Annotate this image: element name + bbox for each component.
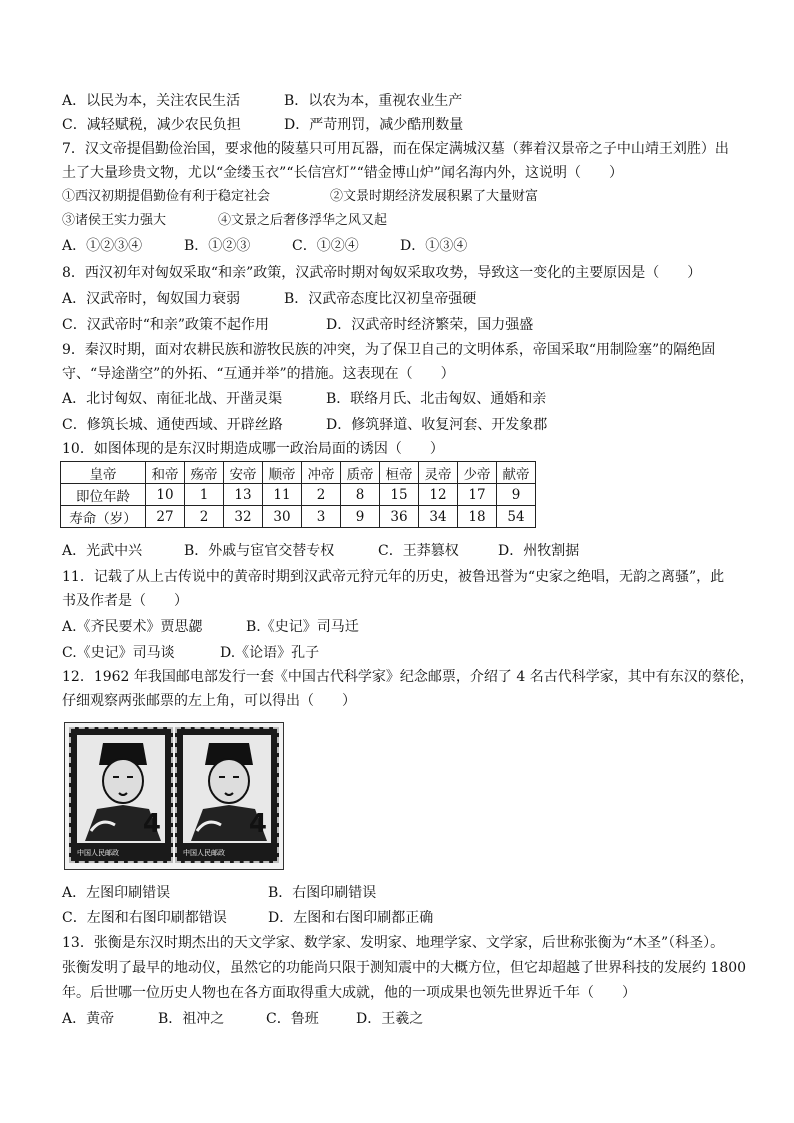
q11-option-a[interactable]: A.《齐民要术》贾思勰	[62, 619, 203, 635]
q10-option-b[interactable]: B．外戚与宦官交替专权	[184, 543, 335, 559]
table-row	[61, 484, 536, 506]
q12-option-c[interactable]: C．左图和右图印刷都错误	[62, 910, 227, 926]
table-cell: 30	[263, 506, 302, 528]
q7-option-d[interactable]: D．①③④	[400, 238, 468, 254]
table-cell: 10	[146, 484, 185, 506]
stamp-caption: 中国人民邮政	[77, 849, 119, 857]
table-cell: 2	[185, 506, 224, 528]
stamp-caption: 中国人民邮政	[183, 849, 225, 857]
table-cell: 11	[263, 484, 302, 506]
q7-statement-1: ①西汉初期提倡勤俭有利于稳定社会	[62, 189, 271, 204]
table-cell: 献帝	[497, 462, 536, 484]
table-cell: 寿命（岁）	[61, 506, 146, 528]
q10-option-d[interactable]: D．州牧割据	[498, 543, 580, 559]
q13-option-d[interactable]: D．王羲之	[356, 1011, 424, 1027]
table-cell: 质帝	[341, 462, 380, 484]
table-cell: 36	[380, 506, 419, 528]
table-cell: 32	[224, 506, 263, 528]
table-cell: 顺帝	[263, 462, 302, 484]
q12-option-d[interactable]: D．左图和右图印刷都正确	[268, 910, 434, 926]
q12-option-a[interactable]: A．左图印刷错误	[62, 885, 171, 901]
table-cell: 灵帝	[419, 462, 458, 484]
q13-stem-line3: 年。后世哪一位历史人物也在各方面取得重大成就，他的一项成果也领先世界近千年（ ）	[62, 985, 636, 1001]
table-cell: 即位年龄	[61, 484, 146, 506]
table-cell: 8	[341, 484, 380, 506]
q9-stem-line1: 9．秦汉时期，面对农耕民族和游牧民族的冲突，为了保卫自己的文明体系，帝国采取“用制险塞”的隔绝固	[62, 342, 716, 358]
q7-statement-2: ②文景时期经济发展积累了大量财富	[330, 189, 539, 204]
q9-option-b[interactable]: B．联络月氏、北击匈奴、通婚和亲	[326, 391, 547, 407]
q6-option-a[interactable]: A．以民为本，关注农民生活	[62, 93, 241, 109]
table-cell: 1	[185, 484, 224, 506]
table-cell: 安帝	[224, 462, 263, 484]
table-cell: 3	[302, 506, 341, 528]
table-cell: 13	[224, 484, 263, 506]
q7-statement-3: ③诸侯王实力强大	[62, 213, 167, 228]
q8-option-a[interactable]: A．汉武帝时，匈奴国力衰弱	[62, 291, 241, 307]
q12-stem-line1: 12．1962 年我国邮电部发行一套《中国古代科学家》纪念邮票，介绍了 4 名古代科学家，其中有东汉的蔡伦，	[62, 669, 754, 685]
q13-stem-line2: 张衡发明了最早的地动仪，虽然它的功能尚只限于测知震中的大概方位，但它却超越了世界科技的发展约 1800	[62, 960, 747, 976]
q9-option-d[interactable]: D．修筑驿道、收复河套、开发象郡	[326, 417, 548, 433]
q11-stem-line2: 书及作者是（ ）	[62, 593, 188, 609]
q7-option-c[interactable]: C．①②④	[292, 238, 359, 254]
table-cell: 15	[380, 484, 419, 506]
q6-option-b[interactable]: B．以农为本，重视农业生产	[284, 93, 463, 109]
q10-stem: 10．如图体现的是东汉时期造成哪一政治局面的诱因（ ）	[62, 441, 444, 457]
q7-option-b[interactable]: B．①②③	[184, 238, 251, 254]
table-cell: 34	[419, 506, 458, 528]
q11-option-b[interactable]: B.《史记》司马迁	[246, 619, 359, 635]
table-cell: 9	[341, 506, 380, 528]
table-cell: 少帝	[458, 462, 497, 484]
table-cell: 27	[146, 506, 185, 528]
q11-option-c[interactable]: C.《史记》司马谈	[62, 645, 175, 661]
q9-option-a[interactable]: A．北讨匈奴、南征北战、开凿灵渠	[62, 391, 283, 407]
stamp-value: 4	[248, 809, 267, 839]
table-cell: 54	[497, 506, 536, 528]
table-cell: 桓帝	[380, 462, 419, 484]
q10-option-a[interactable]: A．光武中兴	[62, 543, 143, 559]
q13-option-b[interactable]: B．祖冲之	[158, 1011, 225, 1027]
stamp-pair-image	[64, 722, 284, 870]
q6-option-c[interactable]: C．减轻赋税，减少农民负担	[62, 117, 241, 133]
emperor-table	[60, 461, 536, 528]
q7-option-a[interactable]: A．①②③④	[62, 238, 143, 254]
q13-option-a[interactable]: A．黄帝	[62, 1011, 115, 1027]
right-stamp	[175, 727, 279, 863]
table-cell: 殇帝	[185, 462, 224, 484]
q9-stem-line2: 守、“导途凿空”的外拓、“互通并举”的措施。这表现在（ ）	[62, 366, 455, 382]
table-cell: 和帝	[146, 462, 185, 484]
q12-stem-line2: 仔细观察两张邮票的左上角，可以得出（ ）	[62, 693, 356, 709]
table-row	[61, 506, 536, 528]
table-cell: 18	[458, 506, 497, 528]
table-cell: 9	[497, 484, 536, 506]
q9-option-c[interactable]: C．修筑长城、通使西域、开辟丝路	[62, 417, 283, 433]
q8-option-d[interactable]: D．汉武帝时经济繁荣，国力强盛	[326, 317, 534, 333]
stamp-value: 4	[142, 809, 161, 839]
q13-stem-line1: 13．张衡是东汉时期杰出的天文学家、数学家、发明家、地理学家、文学家，后世称张衡为“木圣”（科圣）。	[62, 935, 725, 951]
table-cell: 冲帝	[302, 462, 341, 484]
table-cell: 17	[458, 484, 497, 506]
q11-option-d[interactable]: D.《论语》孔子	[220, 645, 320, 661]
q7-stem-line1: 7．汉文帝提倡勤俭治国，要求他的陵墓只可用瓦器，而在保定满城汉墓（葬着汉景帝之子中山靖王刘胜）出	[62, 141, 729, 157]
q12-option-b[interactable]: B．右图印刷错误	[268, 885, 377, 901]
q6-option-d[interactable]: D．严苛刑罚，减少酷刑数量	[284, 117, 464, 133]
table-row	[61, 462, 536, 484]
q10-option-c[interactable]: C．王莽篡权	[378, 543, 459, 559]
table-cell: 2	[302, 484, 341, 506]
q13-option-c[interactable]: C．鲁班	[266, 1011, 319, 1027]
table-cell: 皇帝	[61, 462, 146, 484]
q7-stem-line2: 土了大量珍贵文物，尤以“金缕玉衣”“长信宫灯”“错金博山炉”闻名海内外，这说明（ ）	[62, 165, 623, 181]
q8-option-b[interactable]: B．汉武帝态度比汉初皇帝强硬	[284, 291, 477, 307]
q7-statement-4: ④文景之后奢侈浮华之风又起	[218, 213, 388, 228]
q11-stem-line1: 11．记载了从上古传说中的黄帝时期到汉武帝元狩元年的历史，被鲁迅誉为“史家之绝唱，无韵之离骚”，此	[62, 569, 725, 585]
left-stamp	[69, 727, 173, 863]
table-cell: 12	[419, 484, 458, 506]
q8-option-c[interactable]: C．汉武帝时“和亲”政策不起作用	[62, 317, 270, 333]
q8-stem: 8．西汉初年对匈奴采取“和亲”政策，汉武帝时期对匈奴采取攻势，导致这一变化的主要原因是（ ）	[62, 265, 702, 281]
